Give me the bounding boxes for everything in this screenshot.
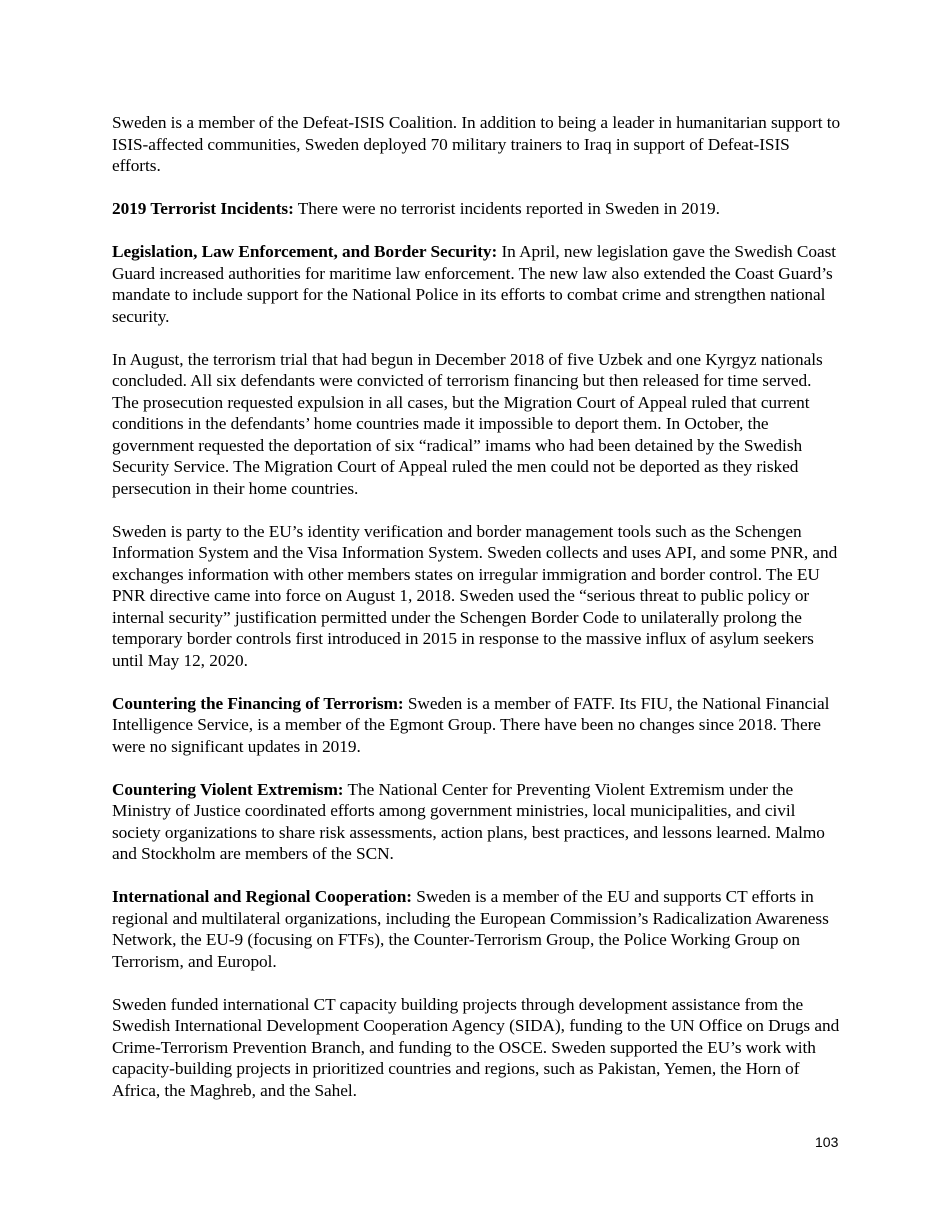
paragraph-text: Sweden is a member of the EU and supports CT efforts in regional and multilateral organizations, including the European Commission’s Radicalization Awareness Network, the EU-9 (focusing on FTFs), the Counter-Terrorism Group, the Police Working Group on Terrorism, and Europol. — [112, 887, 829, 971]
paragraph-violent-extremism — [112, 779, 842, 865]
paragraph-text: Sweden funded international CT capacity building projects through development assistance from the Swedish International Development Cooperation Agency (SIDA), funding to the UN Office on Drugs and Crime-Terrorism Prevention Branch, and funding to the OSCE. Sweden supported the EU’s work with capacity-building projects in prioritized countries and regions, such as Pakistan, Yemen, the Horn of Africa, the Maghreb, and the Sahel. — [112, 994, 840, 1100]
paragraph-ct-funding — [112, 994, 842, 1102]
paragraph-text: Sweden is a member of FATF. Its FIU, the National Financial Intelligence Service, is a member of the Egmont Group. There have been no changes since 2018. There were no significant updates in 2019. — [112, 693, 830, 756]
section-heading-violent-extremism: Countering Violent Extremism: — [112, 779, 344, 799]
paragraph-financing-terrorism — [112, 693, 842, 758]
paragraph-text: There were no terrorist incidents reported in Sweden in 2019. — [293, 199, 720, 218]
section-heading-international-cooperation: International and Regional Cooperation: — [112, 887, 413, 906]
paragraph-international-cooperation — [112, 886, 842, 972]
paragraph-terrorism-trial — [112, 349, 842, 500]
paragraph-legislation — [112, 241, 842, 327]
paragraph-border-management — [112, 521, 842, 672]
page-number: 103 — [815, 1134, 839, 1150]
section-heading-terrorist-incidents: 2019 Terrorist Incidents: — [112, 199, 294, 218]
paragraph-text: In April, new legislation gave the Swedish Coast Guard increased authorities for maritime law enforcement. The new law also extended the Coast Guard’s mandate to include support for the National Police in its efforts to combat crime and strengthen national security. — [112, 242, 837, 326]
section-heading-financing-terrorism: Countering the Financing of Terrorism: — [112, 693, 404, 713]
paragraph-text: Sweden is party to the EU’s identity verification and border management tools such as the Schengen Information System and the Visa Information System. Sweden collects and uses API, and some PNR, and exchanges information with other members states on irregular immigration and border control. The EU PNR directive came into force on August 1, 2018. Sweden used the “serious threat to public policy or internal security” justification permitted under the Schengen Border Code to unilaterally prolong the temporary border controls first introduced in 2015 in response to the massive influx of asylum seekers until May 12, 2020. — [112, 521, 838, 670]
paragraph-terrorist-incidents — [112, 198, 842, 220]
paragraph-defeat-isis — [112, 112, 842, 177]
section-heading-legislation: Legislation, Law Enforcement, and Border Security: — [112, 242, 498, 261]
paragraph-text: Sweden is a member of the Defeat-ISIS Coalition. In addition to being a leader in humanitarian support to ISIS-affected communities, Sweden deployed 70 military trainers to Iraq in support of Defeat-ISIS efforts. — [112, 113, 841, 175]
paragraph-text: The National Center for Preventing Violent Extremism under the Ministry of Justice coordinated efforts among government ministries, local municipalities, and civil society organizations to share risk assessments, action plans, best practices, and lessons learned. Malmo and Stockholm are members of the SCN. — [112, 779, 825, 863]
paragraph-text: In August, the terrorism trial that had begun in December 2018 of five Uzbek and one Kyrgyz nationals concluded. All six defendants were convicted of terrorism financing but then released for time served. The prosecution requested expulsion in all cases, but the Migration Court of Appeal ruled that current conditions in the defendants’ home countries made it impossible to deport them. In October, the government requested the deportation of six “radical” imams who had been detained by the Swedish Security Service. The Migration Court of Appeal ruled the men could not be deported as they risked persecution in their home countries. — [112, 349, 823, 498]
document-body — [112, 112, 842, 1123]
